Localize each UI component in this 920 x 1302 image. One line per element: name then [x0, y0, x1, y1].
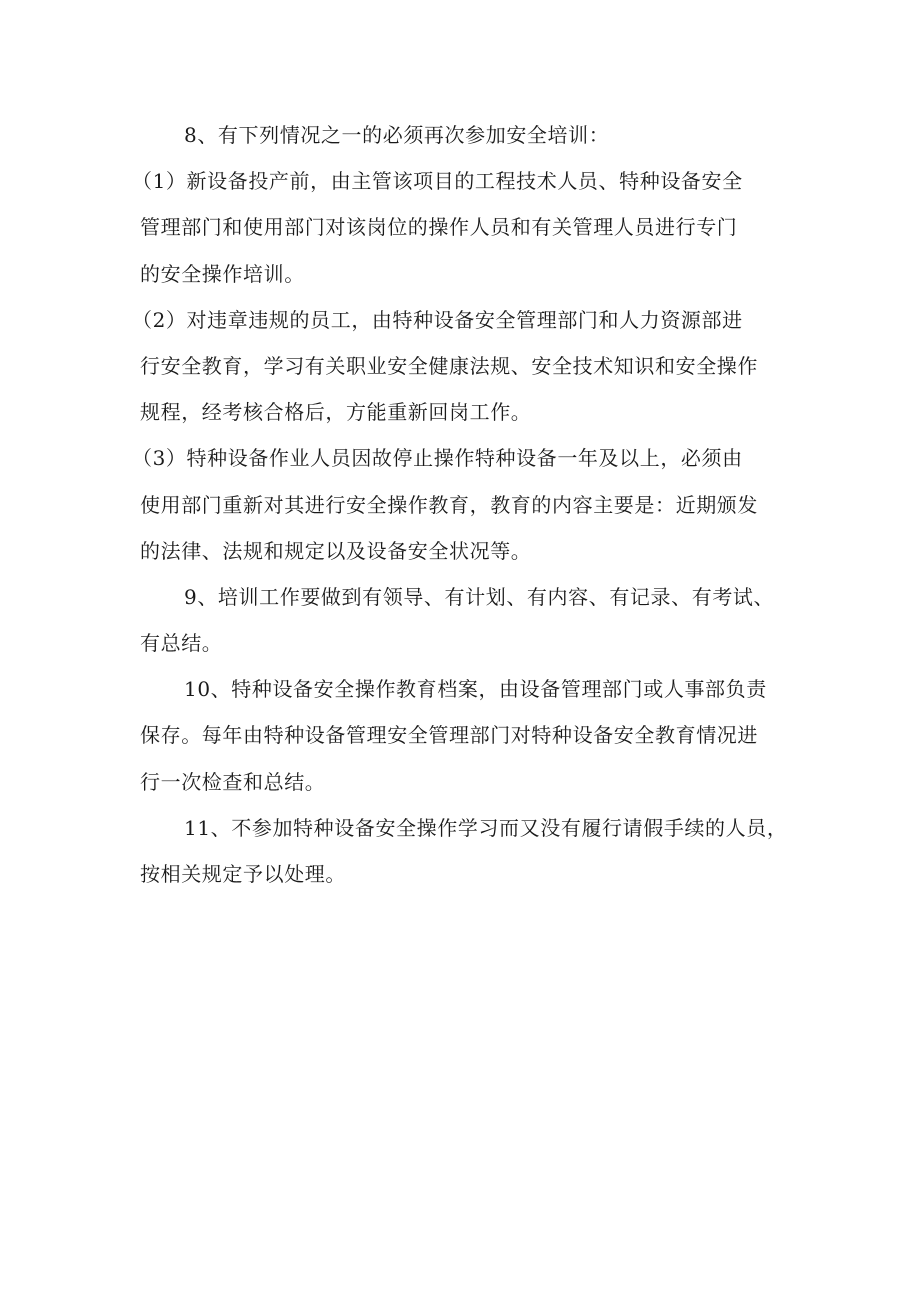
paragraph-10-line-3: 行一次检查和总结。 [140, 769, 326, 794]
item-3-line-3: 的法律、法规和规定以及设备安全状况等。 [140, 538, 532, 563]
item-3-line-2: 使用部门重新对其进行安全操作教育，教育的内容主要是：近期颁发 [140, 492, 758, 517]
paragraph-10-line-1: 10、特种设备安全操作教育档案，由设备管理部门或人事部负责 [184, 677, 767, 702]
item-1-line-3: 的安全操作培训。 [140, 261, 305, 286]
paragraph-9-line-1: 9、培训工作要做到有领导、有计划、有内容、有记录、有考试、 [184, 584, 775, 609]
item-2-line-3: 规程，经考核合格后，方能重新回岗工作。 [140, 400, 532, 425]
paragraph-9-line-2: 有总结。 [140, 631, 223, 656]
item-3-line-1: （3）特种设备作业人员因故停止操作特种设备一年及以上，必须由 [132, 446, 743, 471]
item-2-line-2: 行安全教育，学习有关职业安全健康法规、安全技术知识和安全操作 [140, 353, 758, 378]
item-1-line-2: 管理部门和使用部门对该岗位的操作人员和有关管理人员进行专门 [140, 215, 738, 240]
document-body [132, 112, 820, 897]
paragraph-11-line-2: 按相关规定予以处理。 [140, 862, 346, 886]
paragraph-10-line-2: 保存。每年由特种设备管理安全管理部门对特种设备安全教育情况进 [140, 723, 758, 748]
paragraph-11-line-1: 11、不参加特种设备安全操作学习而又没有履行请假手续的人员， [184, 815, 788, 840]
item-2-line-1: （2）对违章违规的员工，由特种设备安全管理部门和人力资源部进 [132, 307, 743, 332]
item-1-line-1: （1）新设备投产前，由主管该项目的工程技术人员、特种设备安全 [132, 169, 743, 194]
paragraph-8-line-1: 8、有下列情况之一的必须再次参加安全培训： [184, 123, 610, 147]
